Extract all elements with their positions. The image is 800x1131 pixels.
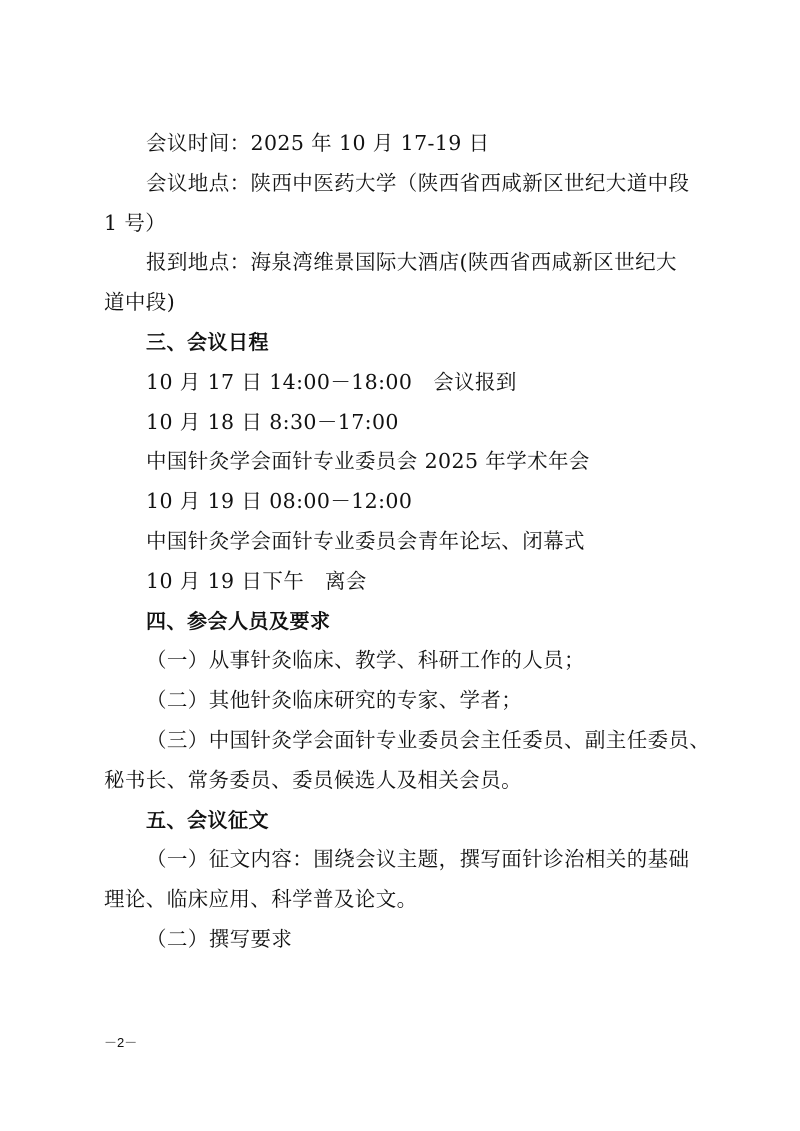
meeting-venue: 会议地点：陕西中医药大学（陕西省西咸新区世纪大道中段 — [146, 170, 690, 195]
schedule-line: 10 月 19 日 08:00－12:00 — [146, 489, 413, 514]
paper-item: （二）撰写要求 — [146, 926, 293, 951]
attendee-item-cont: 秘书长、常务委员、委员候选人及相关会员。 — [104, 767, 522, 792]
schedule-line: 中国针灸学会面针专业委员会青年论坛、闭幕式 — [146, 528, 585, 553]
section-heading-schedule: 三、会议日程 — [146, 329, 269, 354]
registration-venue-cont: 道中段) — [104, 290, 176, 315]
meeting-time: 会议时间：2025 年 10 月 17-19 日 — [146, 131, 490, 155]
paper-item-cont: 理论、临床应用、科学普及论文。 — [104, 887, 418, 912]
section-heading-attendees: 四、参会人员及要求 — [146, 608, 331, 633]
section-heading-papers: 五、会议征文 — [146, 807, 269, 832]
paper-item: （一）征文内容：围绕会议主题，撰写面针诊治相关的基础 — [146, 847, 690, 872]
schedule-line: 10 月 17 日 14:00－18:00 会议报到 — [146, 369, 517, 394]
meeting-venue-cont: 1 号） — [104, 210, 167, 235]
attendee-item: （二）其他针灸临床研究的专家、学者； — [146, 688, 523, 713]
document-body — [104, 124, 711, 960]
schedule-line: 10 月 18 日 8:30－17:00 — [146, 409, 399, 434]
attendee-item: （一）从事针灸临床、教学、科研工作的人员； — [146, 648, 585, 673]
schedule-line: 10 月 19 日下午 离会 — [146, 568, 367, 593]
attendee-item: （三）中国针灸学会面针专业委员会主任委员、副主任委员、 — [146, 727, 711, 752]
schedule-line: 中国针灸学会面针专业委员会 2025 年学术年会 — [146, 449, 590, 474]
registration-venue: 报到地点：海泉湾维景国际大酒店(陕西省西咸新区世纪大 — [146, 250, 677, 275]
page-number: －2－ — [104, 1035, 138, 1050]
